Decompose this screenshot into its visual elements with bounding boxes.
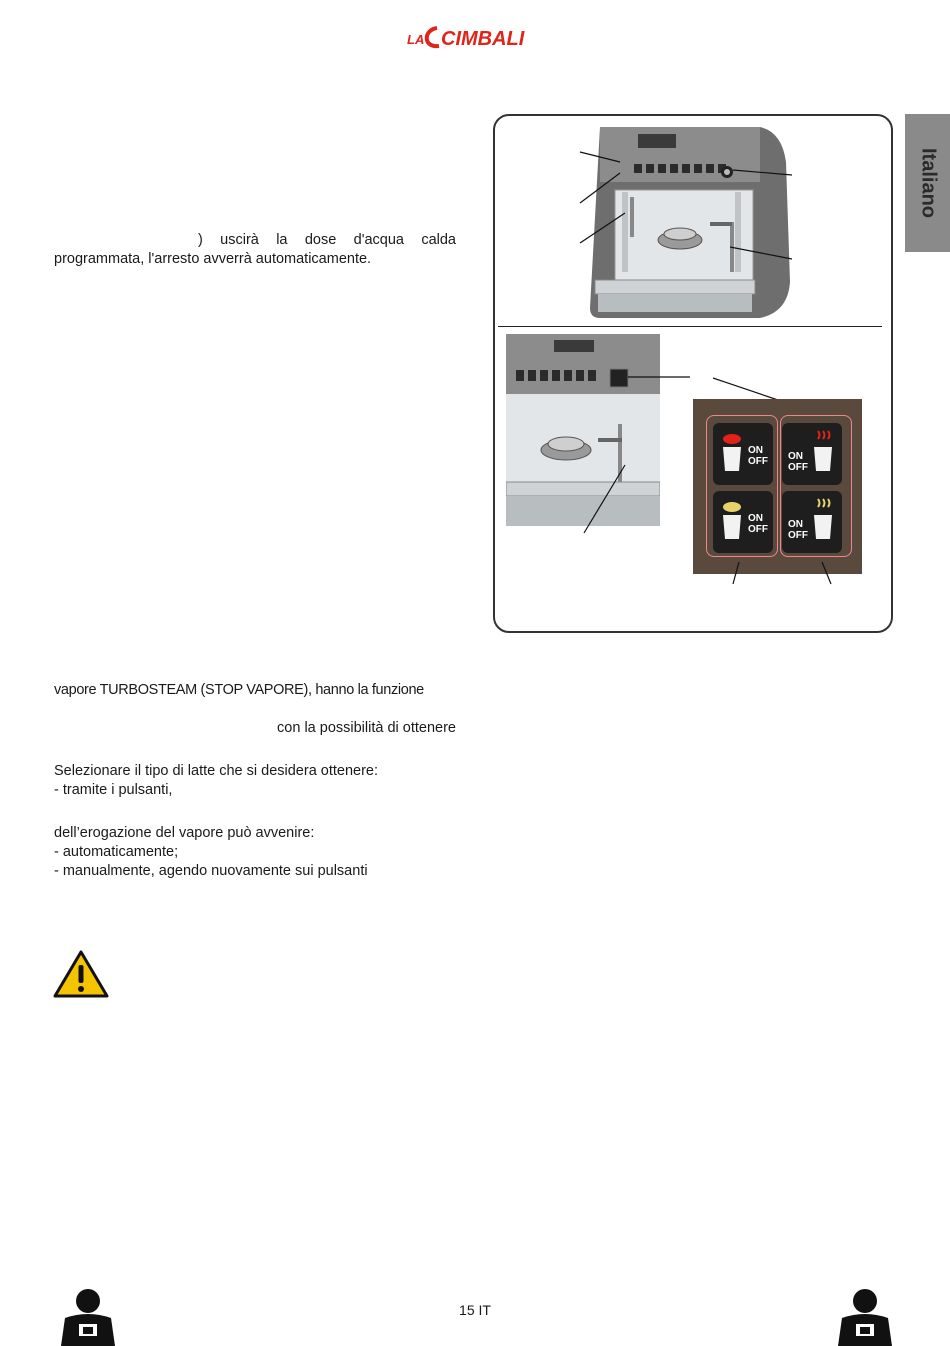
turbosteam-text-1: vapore TURBOSTEAM (STOP VAPORE), hanno la funzione bbox=[54, 682, 424, 698]
milk-foam-button-3[interactable] bbox=[713, 491, 773, 553]
milk-foam-red-icon bbox=[719, 431, 745, 475]
on-label-3: ON bbox=[748, 513, 763, 524]
lacimbali-logo bbox=[405, 22, 545, 52]
svg-text:LA: LA bbox=[407, 32, 425, 47]
svg-text:CIMBALI: CIMBALI bbox=[441, 28, 525, 50]
via-buttons-text: - tramite i pulsanti, bbox=[54, 782, 173, 798]
figure-divider bbox=[498, 326, 882, 327]
callout-lines-top bbox=[575, 145, 800, 265]
off-label-4: OFF bbox=[788, 530, 808, 541]
milk-foam-button-1[interactable] bbox=[713, 423, 773, 485]
off-label-3: OFF bbox=[748, 524, 768, 535]
hot-water-text-2: programmata, l'arresto avverrà automaticamente. bbox=[54, 251, 372, 267]
hot-milk-yellow-steam-icon bbox=[810, 497, 836, 543]
turbosteam-text-2: con la possibilità di ottenere bbox=[277, 720, 456, 736]
on-label-1: ON bbox=[748, 445, 763, 456]
manual-text: - manualmente, agendo nuovamente sui pulsanti bbox=[54, 863, 368, 879]
on-label-2: ON bbox=[788, 451, 803, 462]
off-label-1: OFF bbox=[748, 456, 768, 467]
select-milk-text: Selezionare il tipo di latte che si desidera ottenere: bbox=[54, 763, 379, 779]
on-label-4: ON bbox=[788, 519, 803, 530]
page-number: 15 IT bbox=[459, 1302, 491, 1318]
hot-water-text-1: ) uscirà la dose d'acqua calda bbox=[198, 232, 456, 248]
keypad-closeup bbox=[693, 399, 862, 574]
milk-foam-yellow-icon bbox=[719, 499, 745, 543]
steam-stop-text: dell’erogazione del vapore può avvenire: bbox=[54, 825, 315, 841]
language-tab-label: Italiano bbox=[917, 147, 939, 219]
hot-milk-red-steam-icon bbox=[810, 429, 836, 475]
off-label-2: OFF bbox=[788, 462, 808, 473]
keypad-callout-lines bbox=[728, 560, 838, 586]
warning-icon bbox=[53, 950, 109, 998]
language-tab[interactable] bbox=[905, 114, 950, 252]
hot-milk-button-4[interactable] bbox=[782, 491, 842, 553]
automatic-text: - automaticamente; bbox=[54, 844, 179, 860]
hot-milk-button-2[interactable] bbox=[782, 423, 842, 485]
